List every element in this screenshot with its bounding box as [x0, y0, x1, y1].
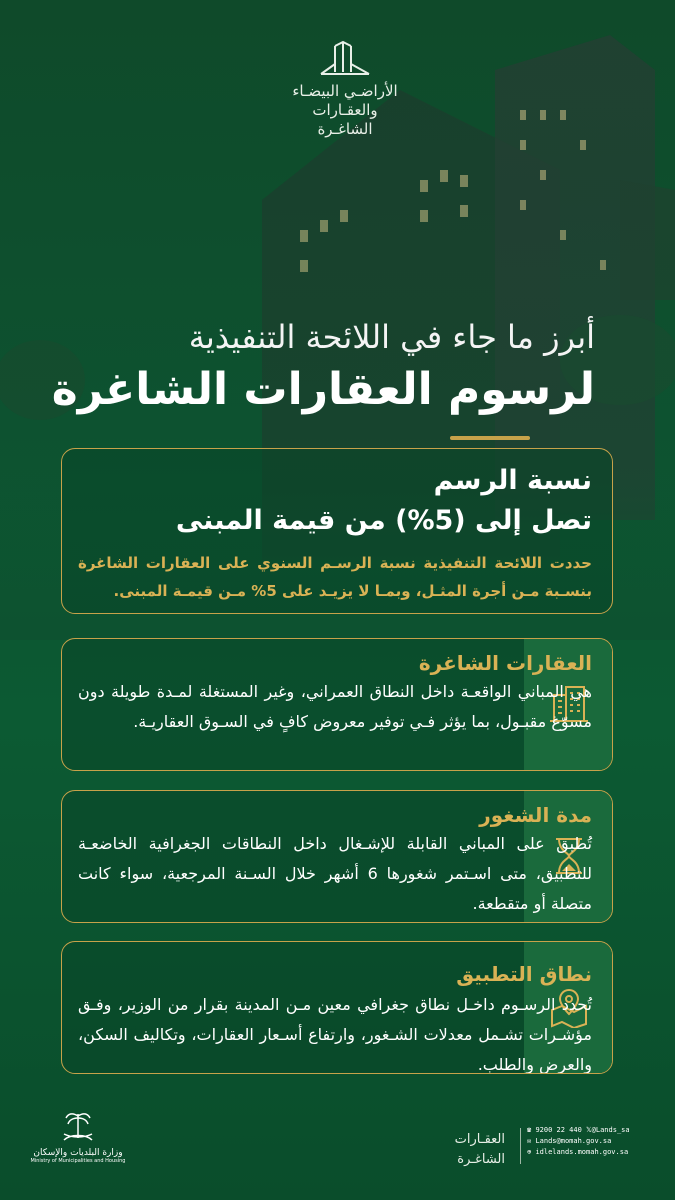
- card-title: نطاق التطبيق: [456, 962, 592, 986]
- globe-icon: ⊕: [527, 1148, 532, 1156]
- contact-row-email: [527, 1136, 630, 1147]
- contact-row-phone: [527, 1125, 630, 1136]
- fee-rate-title: نسبة الرسم: [433, 465, 592, 496]
- footer-brand-line2: الشاغـرة: [457, 1152, 505, 1167]
- footer-brand: [445, 1130, 505, 1170]
- phone-number[interactable]: 9200 22 440: [535, 1126, 582, 1134]
- fee-rate-body: حددت اللائحة التنفيذية نسبة الرسـم السنوي على العقارات الشاغرة بنسـبة مـن أجرة المثـل، وبمـا لا يزيـد على 5% مـن قيمـة المبنى.: [78, 554, 592, 600]
- logo-icon: [315, 40, 375, 78]
- footer-brand-line1: العقـارات: [454, 1132, 505, 1147]
- website-link[interactable]: idlelands.momah.gov.sa: [535, 1148, 629, 1156]
- card-title: العقارات الشاغرة: [418, 651, 592, 675]
- ministry-logo: [28, 1108, 128, 1164]
- palm-swords-emblem-icon: [28, 1108, 128, 1144]
- contact-row-website: [527, 1147, 630, 1158]
- ministry-name-ar: وزارة البلديات والإسكان: [33, 1148, 123, 1158]
- card-body: تُحدد الرسـوم داخـل نطاق جغرافي معين مـن المدينة بقرار من الوزير، وفـق مؤشـرات تشـمل معدلات الشـغور، وارتفاع أسـعار العقارات، وتكاليف السكن، والعرض والطلب.: [78, 995, 592, 1074]
- headline-line2: لرسوم العقارات الشاغرة: [51, 364, 595, 415]
- brand-logo: [290, 40, 400, 139]
- ministry-name-en: Ministry of Municipalities and Housing: [30, 1158, 126, 1164]
- social-handle[interactable]: @Lands_sa: [591, 1126, 630, 1134]
- phone-icon: ☎: [527, 1126, 532, 1134]
- email-icon: ✉: [527, 1137, 532, 1145]
- logo-line1: الأراضـي البيضـاء: [292, 82, 398, 100]
- vacant-properties-card: [61, 638, 613, 771]
- logo-line2: والعقـارات الشاغـرة: [312, 101, 378, 138]
- headline-line1: أبرز ما جاء في اللائحة التنفيذية: [188, 318, 595, 356]
- vacancy-period-card: [61, 790, 613, 923]
- card-body: هي المباني الواقعـة داخل النطاق العمراني، وغير المستغلة لمـدة طويلة دون مسوّغ مقبـول، بما يؤثر فـي توفير معروض كافٍ في السـوق العقاريـة.: [78, 682, 592, 731]
- application-scope-card: [61, 941, 613, 1074]
- fee-rate-subtitle: تصل إلى (5%) من قيمة المبنى: [175, 505, 592, 536]
- email-address[interactable]: Lands@momah.gov.sa: [535, 1137, 612, 1145]
- contact-info: [527, 1125, 630, 1158]
- accent-divider: [450, 436, 530, 440]
- fee-rate-card: [61, 448, 613, 614]
- card-body: تُطبق على المباني القابلة للإشـغال داخل النطاقات الجغرافية الخاضعـة للتطبيق، متى اسـتمر شغورها 6 أشهر خلال السـنة المرجعية، سواء كانت متصلة أو متقطعة.: [78, 834, 592, 913]
- x-icon: 𝕏: [586, 1126, 592, 1134]
- footer-divider: [520, 1128, 521, 1164]
- card-title: مدة الشغور: [479, 803, 592, 827]
